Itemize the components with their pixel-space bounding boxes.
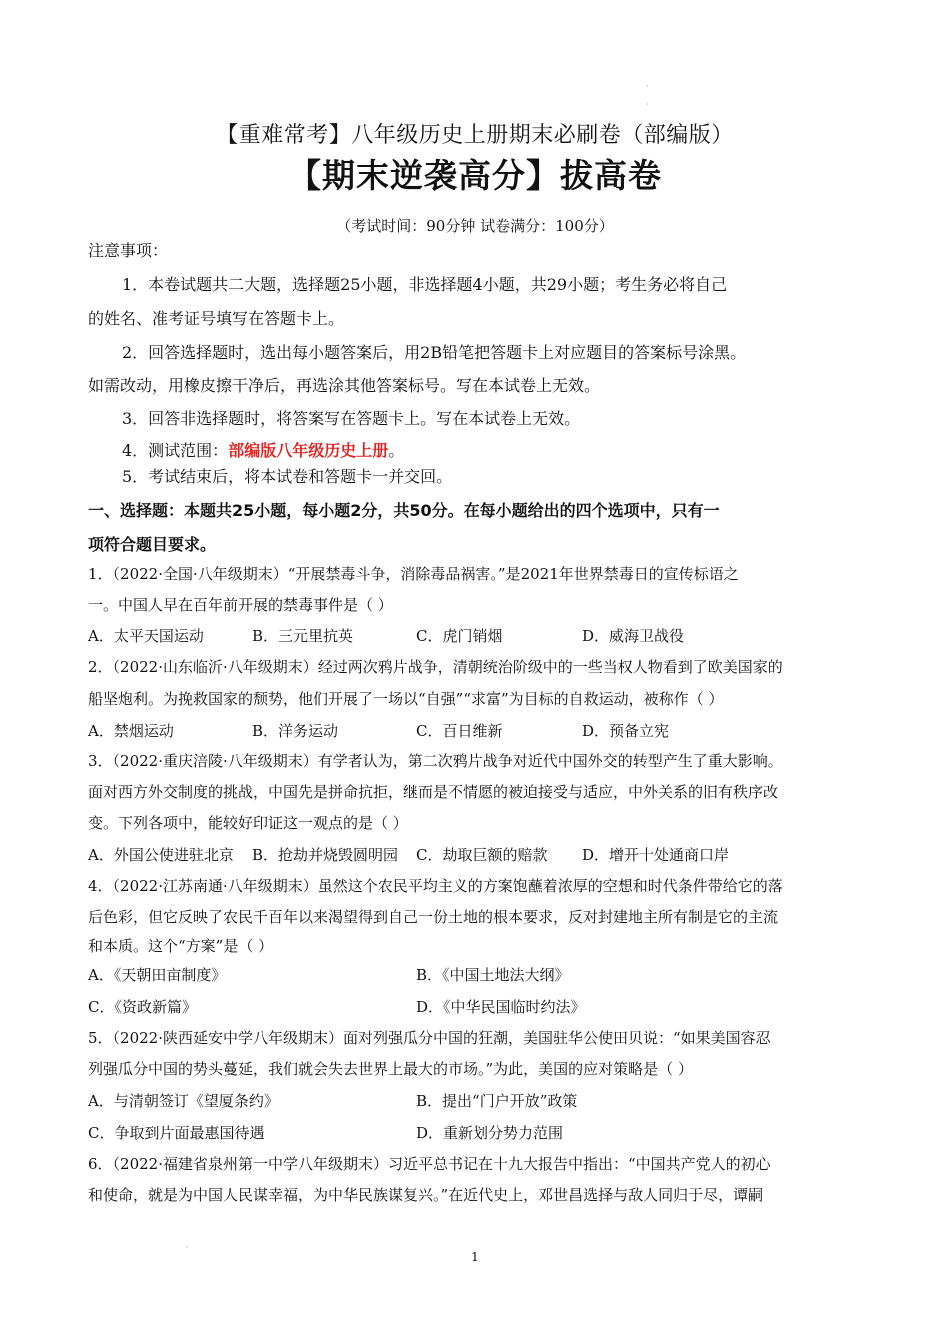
q4-option-a: A．《天朝田亩制度》 [88,966,227,984]
q2-option-c: C．百日维新 [416,722,503,740]
notice-item-5: 5．考试结束后，将本试卷和答题卡一并交回。 [122,467,453,486]
q3-option-c: C．劫取巨额的赔款 [416,846,548,864]
notice-item-1: 1．本卷试题共二大题，选择题25小题，非选择题4小题，共29小题；考生务必将自己 [122,275,728,294]
q2-option-b: B．洋务运动 [252,722,339,740]
question-3-cont: 变。下列各项中，能较好印证这一观点的是（ ） [88,814,408,832]
notice-item-4 [122,438,868,461]
question-4-cont: 后色彩，但它反映了农民千百年以来渴望得到自己一份土地的根本要求，反对封建地主所有制是它的主流 [88,908,779,926]
exam-time-score: （考试时间：90分钟 试卷满分：100分） [336,217,614,235]
test-scope: 部编版八年级历史上册 [228,441,389,460]
exam-paper-title: 【期末逆袭高分】拔高卷 [288,156,662,195]
question-4-cont: 和本质。这个“方案”是（ ） [88,937,274,955]
question-1-cont: 一。中国人早在百年前开展的禁毒事件是（ ） [88,596,393,614]
notice-item-4-suffix: 。 [388,441,405,460]
question-1: 1．（2022·全国·八年级期末）“开展禁毒斗争，消除毒品祸害。”是2021年世界禁毒日的宣传标语之 [88,565,739,583]
question-5-cont: 列强瓜分中国的势头蔓延，我们就会失去世界上最大的市场。”为此，美国的应对策略是（ ） [88,1060,693,1078]
q1-option-a: A．太平天国运动 [88,627,204,645]
q1-option-b: B．三元里抗英 [252,627,354,645]
q3-option-a: A．外国公使进驻北京 [88,846,234,864]
notice-item-3: 3．回答非选择题时，将答案写在答题卡上。写在本试卷上无效。 [122,409,581,428]
question-6: 6．（2022·福建省泉州第一中学八年级期末）习近平总书记在十九大报告中指出：“中国共产党人的初心 [88,1155,771,1173]
scan-mark: · [186,1243,189,1252]
q5-option-b: B．提出“门户开放”政策 [416,1092,578,1110]
question-3: 3．（2022·重庆涪陵·八年级期末）有学者认为，第二次鸦片战争对近代中国外交的转型产生了重大影响。 [88,752,783,770]
notice-item-1-cont: 的姓名、准考证号填写在答题卡上。 [88,309,345,328]
q4-option-c: C．《资政新篇》 [88,998,197,1016]
question-2: 2．（2022·山东临沂·八年级期末）经过两次鸦片战争，清朝统治阶级中的一些当权人物看到了欧美国家的 [88,658,783,676]
q2-option-d: D．预备立宪 [582,722,670,740]
q4-option-b: B．《中国土地法大纲》 [416,966,570,984]
notice-heading: 注意事项： [88,241,169,260]
question-5: 5．（2022·陕西延安中学八年级期末）面对列强瓜分中国的狂潮，美国驻华公使田贝说：“如果美国容忍 [88,1029,771,1047]
q5-option-d: D．重新划分势力范围 [416,1124,564,1142]
q3-option-b: B．抢劫并烧毁圆明园 [252,846,399,864]
question-4: 4．（2022·江苏南通·八年级期末）虽然这个农民平均主义的方案饱蘸着浓厚的空想和时代条件带给它的落 [88,877,783,895]
q5-option-a: A．与清朝签订《望厦条约》 [88,1092,279,1110]
page-number: 1 [471,1250,479,1264]
scan-mark: · [646,82,649,91]
exam-series-title: 【重难常考】八年级历史上册期末必刷卷（部编版） [216,123,734,148]
q5-option-c: C．争取到片面最惠国待遇 [88,1124,265,1142]
notice-item-2-cont: 如需改动，用橡皮擦干净后，再选涂其他答案标号。写在本试卷上无效。 [88,376,601,395]
q1-option-c: C．虎门销烟 [416,627,503,645]
section-heading-cont: 项符合题目要求。 [88,535,217,554]
notice-item-2: 2．回答选择题时，选出每小题答案后，用2B铅笔把答题卡上对应题目的答案标号涂黑。 [122,343,747,362]
q2-option-a: A．禁烟运动 [88,722,174,740]
q1-option-d: D．威海卫战役 [582,627,685,645]
question-6-cont: 和使命，就是为中国人民谋幸福，为中华民族谋复兴。”在近代史上，邓世昌选择与敌人同归于尽，谭嗣 [88,1186,764,1204]
question-2-cont: 船坚炮利。为挽救国家的颓势，他们开展了一场以“自强”“求富”为目标的自救运动，被称作（ ） [88,690,724,708]
question-3-cont: 面对西方外交制度的挑战，中国先是拼命抗拒，继而是不情愿的被迫接受与适应，中外关系的旧有秩序改 [88,783,779,801]
q4-option-d: D．《中华民国临时约法》 [416,998,586,1016]
q3-option-d: D．增开十处通商口岸 [582,846,730,864]
notice-item-4-prefix: 4．测试范围： [122,441,229,460]
scan-mark: · [646,100,649,109]
section-heading: 一、选择题：本题共25小题，每小题2分，共50分。在每小题给出的四个选项中，只有一 [88,501,720,520]
